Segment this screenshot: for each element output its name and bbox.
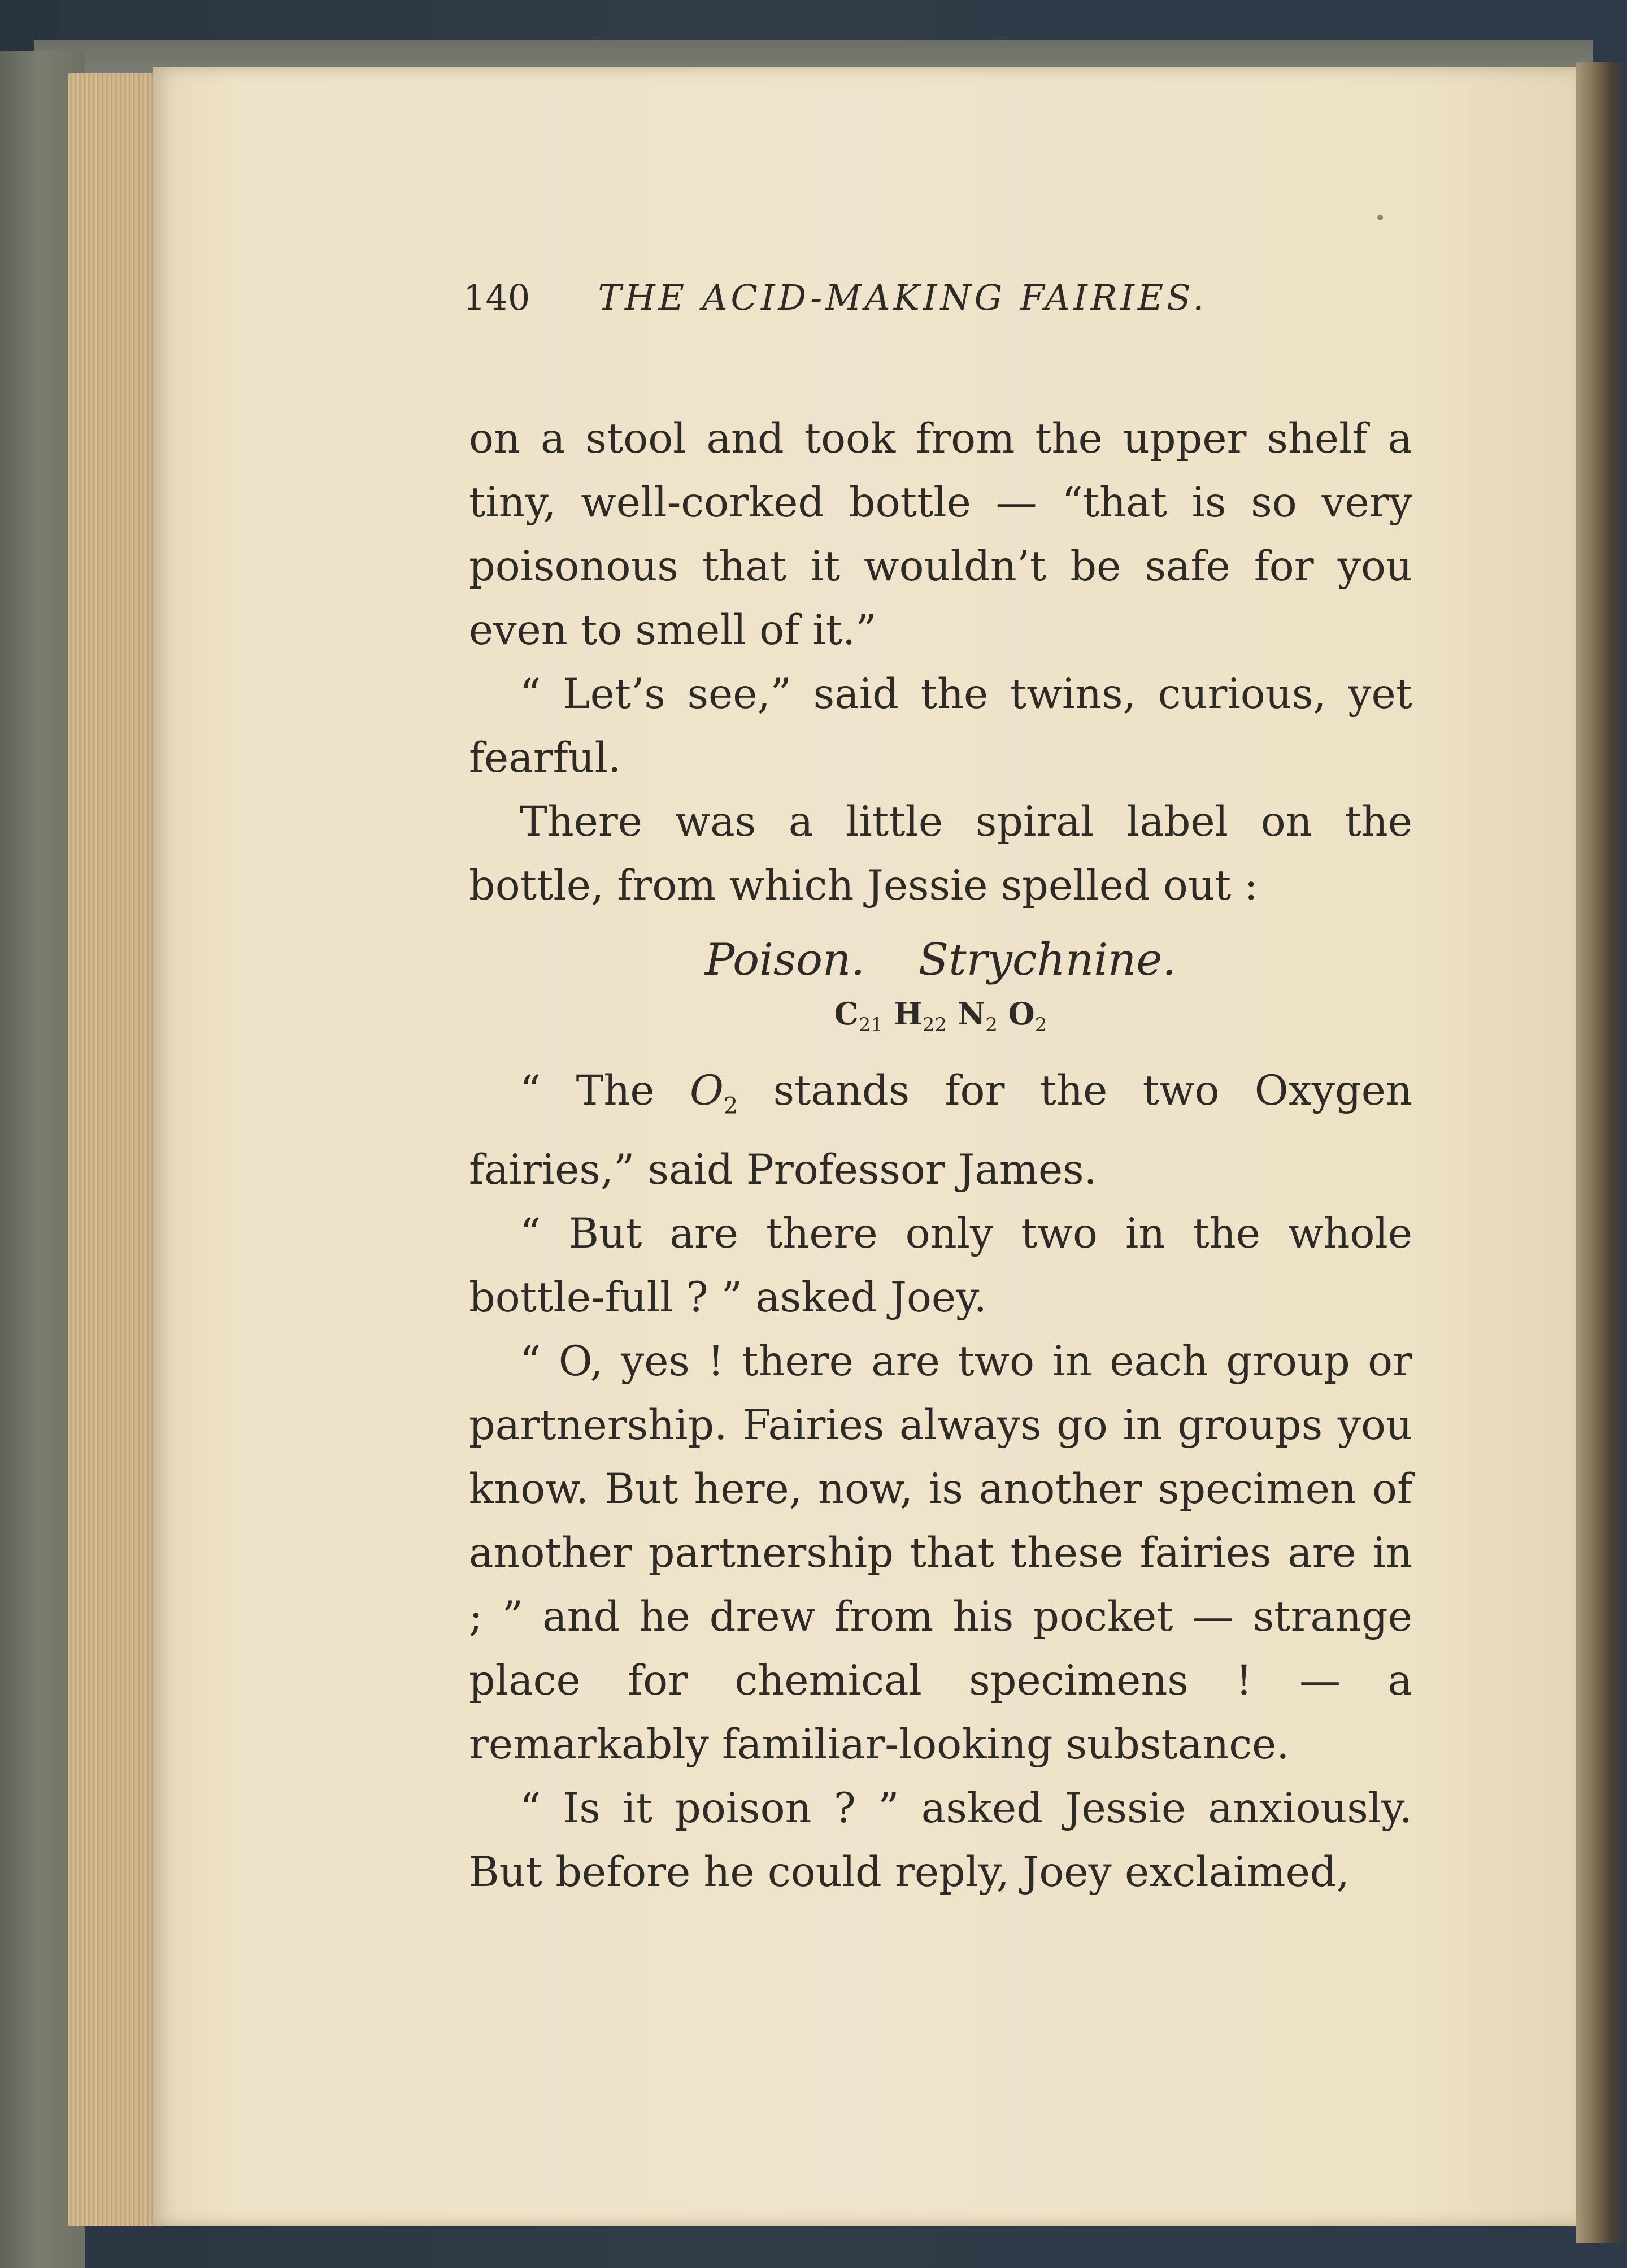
formula-carbon: C: [834, 996, 859, 1032]
paper-speck: [1377, 215, 1383, 220]
oxygen-symbol-subscript: 2: [723, 1093, 738, 1119]
formula-oxygen: O: [1008, 996, 1035, 1032]
running-head: [463, 277, 1412, 328]
oxygen-symbol: [689, 1066, 738, 1119]
body-text: [469, 407, 1412, 1904]
book-gutter: [1576, 62, 1627, 2243]
paragraph-partnership: “ O, yes ! there are two in each group or partnership. Fairies always go in groups you know. But here, now, is another specimen of another partnership that these fairies are in ; ” and he drew from his pocket — strange place for chemical specimens ! — a remarkably familiar-looking substance.: [469, 1337, 1412, 1769]
paragraph-oxygen-fairies: [469, 1059, 1412, 1202]
oxygen-text-after: stands for the two Oxygen fairies,” said Professor James.: [469, 1066, 1412, 1194]
formula-oxygen-count: 2: [1034, 1013, 1047, 1036]
page-number: 140: [463, 277, 530, 318]
formula-hydrogen: H: [893, 996, 923, 1032]
formula-carbon-count: 21: [858, 1013, 883, 1036]
page-stack-edges: [68, 73, 164, 2226]
paragraph-bottle-full: “ But are there only two in the whole bottle-full ? ” asked Joey.: [469, 1210, 1412, 1322]
running-title: THE ACID-MAKING FAIRIES.: [598, 277, 1208, 318]
oxygen-text-before: “ The: [520, 1066, 690, 1115]
paragraph-continued: on a stool and took from the upper shelf a tiny, well-corked bottle — “that is so very poisonous that it wouldn’t be safe for you even to smell of it.”: [469, 415, 1412, 654]
paragraph-is-it-poison: “ Is it poison ? ” asked Jessie anxiously. But before he could reply, Joey exclaimed,: [469, 1784, 1412, 1897]
page-text-block: [463, 277, 1412, 1904]
formula-nitrogen: N: [957, 996, 986, 1032]
oxygen-symbol-letter: O: [689, 1066, 724, 1115]
formula-nitrogen-count: 2: [985, 1013, 998, 1036]
paragraph-lets-see: “ Let’s see,” said the twins, curious, yet fearful.: [469, 670, 1412, 782]
chemical-formula: [469, 991, 1412, 1048]
paragraph-spiral-label: There was a little spiral label on the bottle, from which Jessie spelled out :: [469, 798, 1412, 910]
bottle-label-text: Poison. Strychnine.: [704, 935, 1177, 985]
formula-hydrogen-count: 22: [922, 1013, 947, 1036]
